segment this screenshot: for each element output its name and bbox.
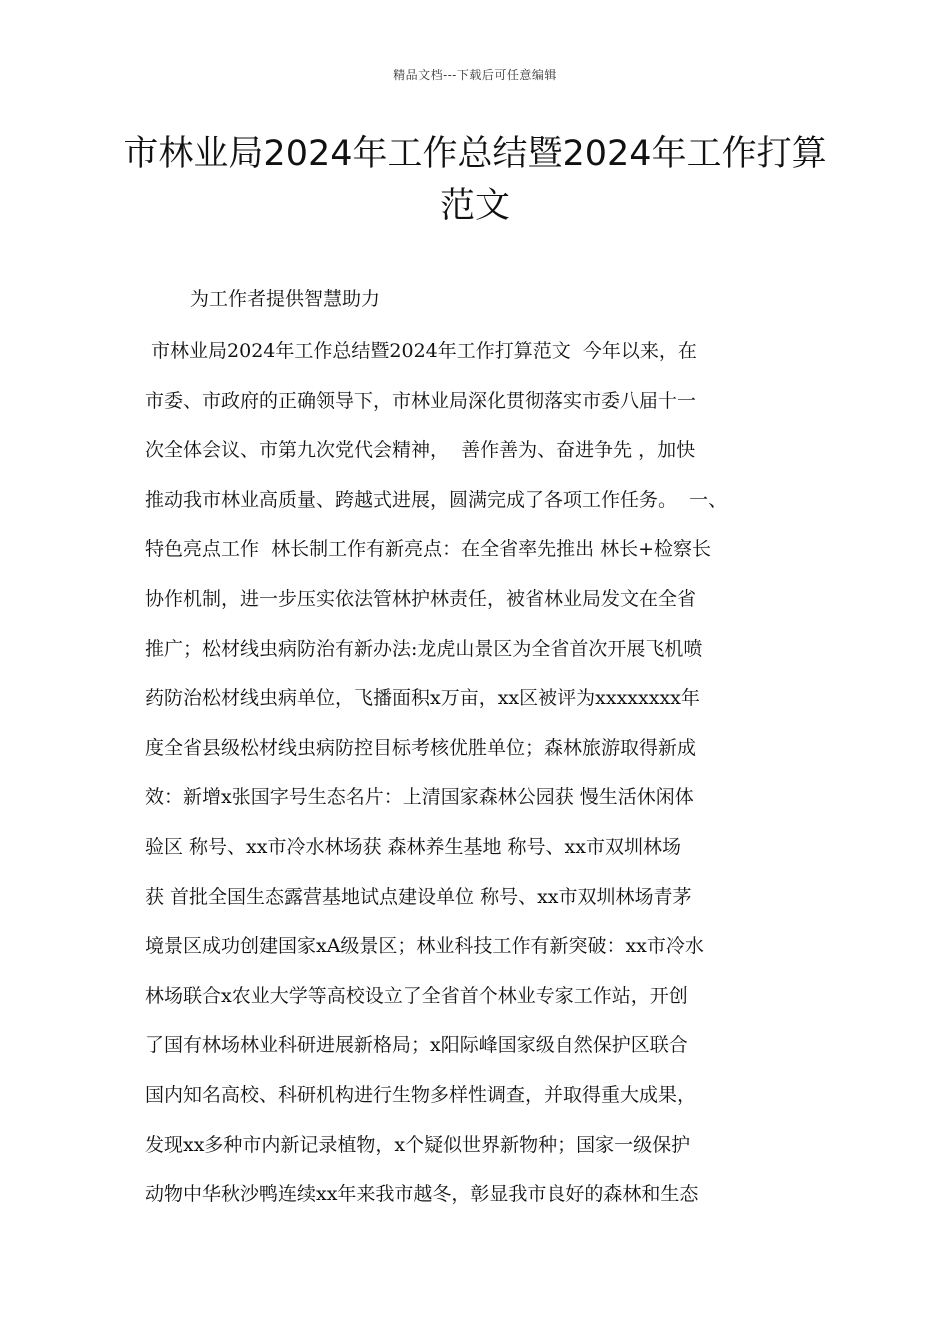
body-line: 特色亮点工作 林长制工作有新亮点：在全省率先推出 林长+检察长	[145, 538, 712, 561]
body-line: 药防治松材线虫病单位，飞播面积x万亩，xx区被评为xxxxxxxx年	[145, 687, 700, 710]
body-line: 林场联合x农业大学等高校设立了全省首个林业专家工作站，开创	[145, 984, 688, 1007]
body-line: 境景区成功创建国家xA级景区；林业科技工作有新突破：xx市冷水	[145, 935, 704, 958]
header-note: 精品文档---下载后可任意编辑	[393, 68, 557, 82]
body-line: 推广；松材线虫病防治有新办法:龙虎山景区为全省首次开展飞机喷	[145, 637, 703, 660]
body-line: 发现xx多种市内新记录植物，x个疑似世界新物种；国家一级保护	[145, 1133, 691, 1156]
body-line: 动物中华秋沙鸭连续xx年来我市越冬，彰显我市良好的森林和生态	[145, 1183, 699, 1206]
body-line: 市林业局2024年工作总结暨2024年工作打算范文 今年以来，在	[145, 340, 697, 362]
body-line: 协作机制，进一步压实依法管林护林责任，被省林业局发文在全省	[145, 587, 697, 610]
body-line: 次全体会议、市第九次党代会精神， 善作善为、奋进争先 ，加快	[145, 439, 696, 462]
document-subtitle: 为工作者提供智慧助力	[190, 288, 381, 310]
body-line: 市委、市政府的正确领导下，市林业局深化贯彻落实市委八届十一	[145, 389, 697, 412]
body-line: 了国有林场林业科研进展新格局；x阳际峰国家级自然保护区联合	[145, 1034, 688, 1057]
body-line: 获 首批全国生态露营基地试点建设单位 称号、xx市双圳林场青茅	[145, 885, 692, 908]
body-line: 效：新增x张国字号生态名片：上清国家森林公园获 慢生活休闲体	[145, 786, 694, 809]
body-line: 验区 称号、xx市冷水林场获 森林养生基地 称号、xx市双圳林场	[145, 835, 681, 858]
body-text	[145, 334, 845, 1227]
document-title: 市林业局2024年工作总结暨2024年工作打算范文	[123, 134, 827, 226]
body-line: 推动我市林业高质量、跨越式进展，圆满完成了各项工作任务。 一、	[145, 488, 728, 511]
body-line: 国内知名高校、科研机构进行生物多样性调查，并取得重大成果，	[145, 1083, 697, 1106]
body-line: 度全省县级松材线虫病防控目标考核优胜单位；森林旅游取得新成	[145, 736, 697, 759]
